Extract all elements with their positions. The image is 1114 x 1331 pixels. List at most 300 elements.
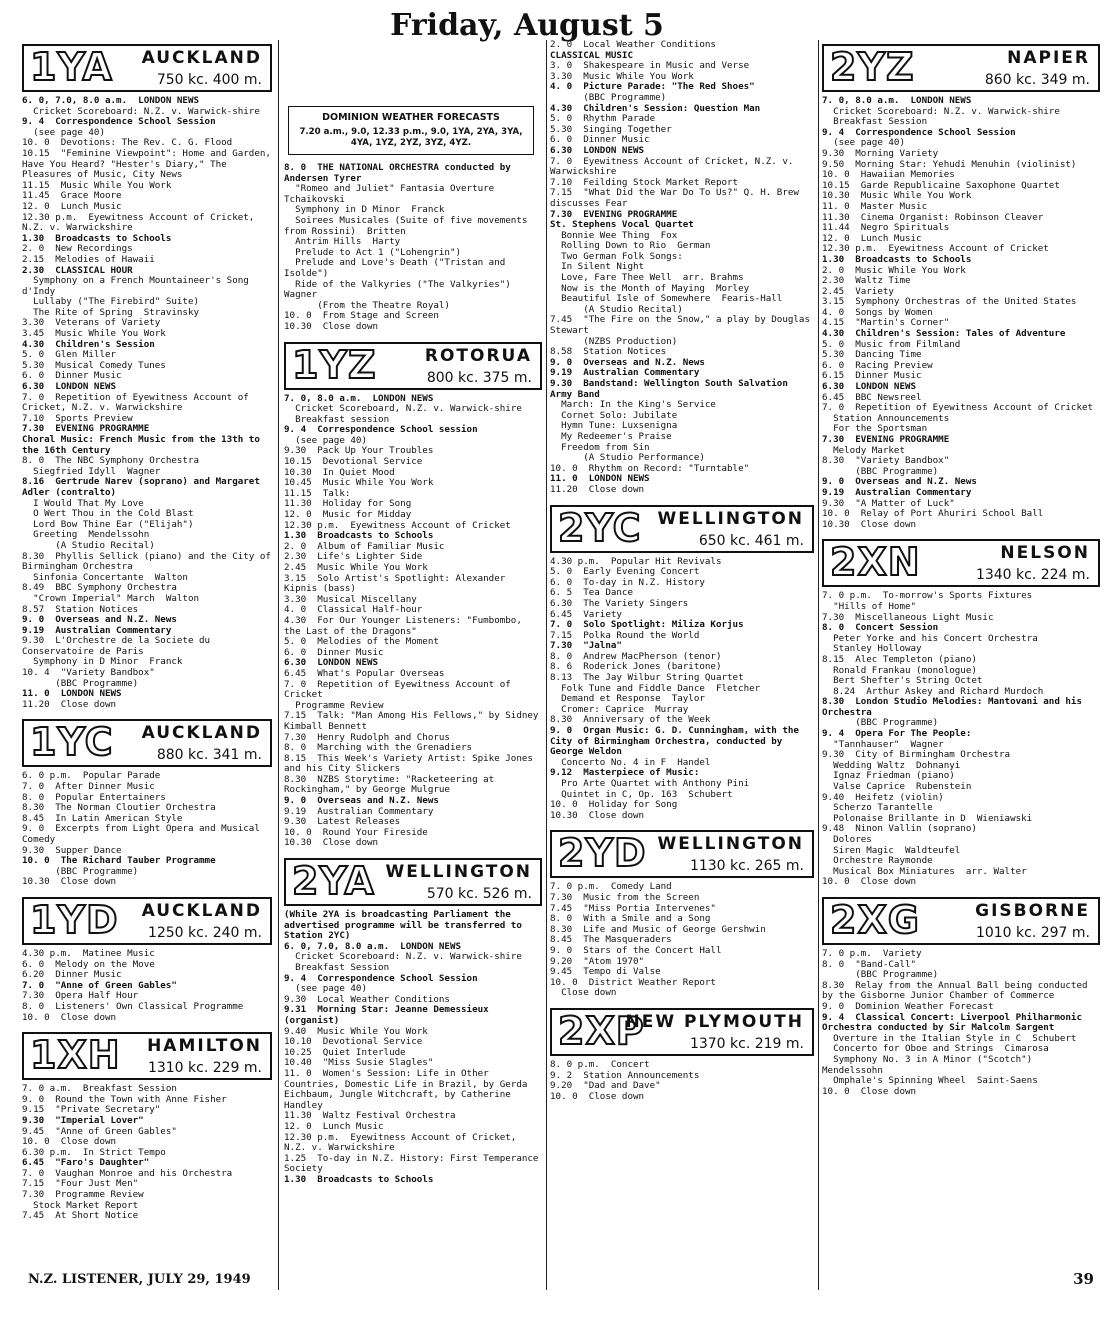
programme-line: 8. 0 The NBC Symphony Orchestra: [22, 455, 200, 467]
station-header: [22, 897, 272, 945]
programme-line: 10. 0 The Richard Tauber Programme: [22, 855, 216, 867]
programme-line: 7. 0 p.m. Variety: [822, 947, 922, 959]
programme-line: (BBC Programme): [550, 91, 667, 103]
programme-line: 8.13 The Jay Wilbur String Quartet: [550, 672, 744, 684]
programme-line: The Rite of Spring Stravinsky: [22, 306, 200, 318]
programme-line: 10. 0 Relay of Port Ahuriri School Ball: [822, 508, 1044, 520]
programme-line: 6.30 LONDON NEWS: [822, 381, 917, 393]
programme-line: 9.12 Masterpiece of Music:: [550, 767, 700, 779]
programme-line: 10.15 Devotional Service: [284, 456, 423, 468]
programme-line: 6. 0 To-day in N.Z. History: [550, 576, 705, 588]
programme-line: Stanley Holloway: [822, 643, 922, 655]
programme-line: 6. 0, 7.0, 8.0 a.m. LONDON NEWS: [22, 95, 200, 106]
programme-line: 9.19 Australian Commentary: [22, 624, 172, 636]
programme-line: March: In the King's Service: [550, 399, 716, 411]
programme-line: "Hills of Home": [822, 600, 917, 612]
page-title: Friday, August 5: [390, 8, 664, 43]
programme-line: 10.15 Garde Republicaine Saxophone Quartet: [822, 179, 1060, 191]
programme-line: Stock Market Report: [22, 1199, 139, 1211]
station-callsign: 2YA: [292, 859, 375, 904]
programme-line: 7.10 Sports Preview: [22, 412, 133, 424]
programme-line: 10.30 Close down: [22, 876, 117, 888]
station-callsign: 2XP: [558, 1008, 645, 1053]
programme-line: Symphony No. 3 in A Minor ("Scotch") Mendelssohn: [822, 1053, 1044, 1076]
programme-line: 7. 0 Repetition of Eyewitness Account of Cricket: [822, 402, 1094, 414]
programme-line: 7. 0 Vaughan Monroe and his Orchestra: [22, 1167, 233, 1179]
programme-line: 7.10 Feilding Stock Market Report: [550, 176, 739, 188]
station-city: AUCKLAND: [141, 900, 262, 921]
programme-line: 5.30 Singing Together: [550, 123, 672, 135]
programme-line: 8. 6 Roderick Jones (baritone): [550, 661, 722, 673]
programme-line: 8. 0 Andrew MacPherson (tenor): [550, 650, 722, 662]
station-frequency: 1010 kc. 297 m.: [975, 924, 1090, 941]
block-spacer: [284, 1185, 542, 1190]
programme-line: Breakfast Session: [284, 962, 390, 973]
programme-line: 11.20 Close down: [550, 483, 645, 495]
programme-line: 6.20 Dinner Music: [22, 969, 122, 981]
programme-line: 3. 0 Shakespeare in Music and Verse: [550, 60, 750, 72]
programme-line: "Tannhauser" Wagner: [822, 738, 944, 750]
programme-line: 7.30 Henry Rudolph and Chorus: [284, 731, 450, 743]
station-callsign: 2XG: [830, 897, 920, 942]
programme-line: 11.45 Grace Moore: [22, 190, 122, 202]
programme-line: 12. 0 Music for Midday: [284, 509, 412, 521]
station-frequency: 1250 kc. 240 m.: [147, 924, 262, 941]
programme-line: Prelude and Love's Death ("Tristan and Isolde"): [284, 257, 511, 279]
programme-line: 6. 0 Racing Preview: [822, 359, 933, 371]
programme-line: 9.40 Heifetz (violin): [822, 791, 944, 803]
programme-line: 2. 0 Local Weather Conditions: [550, 39, 716, 50]
programme-line: 9. 4 Correspondence School Session: [22, 116, 216, 128]
programme-line: Melody Market: [822, 444, 905, 456]
station-header: [550, 830, 814, 878]
programme-line: 10. 0 Rhythm on Record: "Turntable": [550, 462, 750, 474]
programme-line: 8.58 Station Notices: [550, 346, 667, 358]
programme-line: 10.30 Close down: [284, 320, 379, 332]
column-3: [550, 40, 814, 1290]
programme-line: Symphony on a French Mountaineer's Song d'Indy: [22, 275, 260, 297]
programme-line: Cricket Scoreboard, N.Z. v. Warwick-shire: [284, 403, 522, 415]
programme-line: 9.30 "Imperial Lover": [22, 1114, 144, 1126]
station-city: ROTORUA: [424, 345, 532, 366]
programme-line: 2. 0 New Recordings: [22, 243, 133, 255]
column-rule: [546, 40, 547, 1290]
programme-line: 7. 0 Eyewitness Account of Cricket, N.Z. v. Warwickshire: [550, 155, 799, 178]
programme-line: 9.50 Morning Star: Yehudi Menuhin (violinist): [822, 158, 1077, 170]
programme-line: 9. 4 Correspondence School Session: [822, 126, 1016, 138]
programme-line: Siegfried Idyll Wagner: [22, 465, 161, 477]
station-header: [284, 858, 542, 906]
programme-line: Breakfast Session: [822, 116, 928, 128]
programme-line: 8. 0 Concert Session: [822, 622, 939, 634]
programme-line: 8.49 BBC Symphony Orchestra: [22, 582, 177, 594]
programme-line: 1.30 Broadcasts to Schools: [22, 232, 172, 244]
programme-line: 1.30 Broadcasts to Schools: [284, 530, 434, 542]
programme-line: 4.30 For Our Younger Listeners: "Fumbombo, the Last of the Dragons": [284, 614, 528, 637]
programme-line: 10.10 Devotional Service: [284, 1036, 423, 1048]
programme-line: 5. 0 Rhythm Parade: [550, 113, 656, 125]
programme-line: Soirees Musicales (Suite of five movements from Rossini) Britten: [284, 214, 533, 237]
programme-line: 9. 0 Overseas and N.Z. News: [822, 476, 977, 488]
programme-line: 2.30 Life's Lighter Side: [284, 551, 423, 563]
programme-line: 12. 0 Lunch Music: [22, 200, 122, 212]
programme-line: 3.30 Veterans of Variety: [22, 317, 161, 329]
programme-line: Cricket Scoreboard: N.Z. v. Warwick-shire: [22, 105, 260, 117]
programme-line: 4.30 p.m. Matinee Music: [22, 947, 155, 959]
programme-line: 12.30 p.m. Eyewitness Account of Cricket, N.Z. v. Warwickshire: [284, 1131, 522, 1154]
programme-line: 7.45 "Miss Portia Intervenes": [550, 902, 716, 914]
station-header: [550, 1008, 814, 1056]
station-city: NEW PLYMOUTH: [625, 1011, 804, 1032]
programme-line: Hymn Tune: Luxsenigna: [550, 420, 678, 432]
programme-line: 9. 4 Opera For The People:: [822, 728, 972, 740]
programme-line: Close down: [550, 987, 617, 999]
programme-line: 9.30 Pack Up Your Troubles: [284, 445, 434, 457]
programme-line: Ignaz Friedman (piano): [822, 770, 955, 782]
programme-line: 8.45 The Masqueraders: [550, 934, 672, 946]
programme-line: 11.15 Music While You Work: [22, 179, 172, 191]
programme-line: 12. 0 Lunch Music: [822, 232, 922, 244]
programme-line: 9.30 Bandstand: Wellington South Salvation Army Band: [550, 378, 794, 400]
programme-line: Omphale's Spinning Wheel Saint-Saens: [822, 1075, 1038, 1087]
programme-line: CLASSICAL MUSIC: [550, 49, 633, 61]
programme-line: 8. 0 Marching with the Grenadiers: [284, 742, 473, 754]
station-city: WELLINGTON: [657, 834, 804, 855]
programme-line: 4.15 "Martin's Corner": [822, 317, 950, 329]
programme-line: 4. 0 Classical Half-hour: [284, 604, 423, 616]
programme-line: 6. 0 Melody on the Move: [22, 958, 155, 970]
programme-line: 10.30 In Quiet Mood: [284, 466, 395, 478]
programme-line: 9.19 Australian Commentary: [822, 486, 972, 498]
programme-line: Sinfonia Concertante Walton: [22, 571, 188, 583]
programme-line: 12.30 p.m. Eyewitness Account of Cricket: [822, 243, 1049, 255]
station-city: HAMILTON: [147, 1036, 262, 1057]
programme-line: 9. 0 Overseas and N.Z. News: [284, 795, 439, 807]
station-frequency: 860 kc. 349 m.: [984, 72, 1090, 88]
station-frequency: 1370 kc. 219 m.: [689, 1035, 804, 1052]
programme-line: 9.30 Latest Releases: [284, 816, 401, 828]
block-spacer: [22, 1222, 272, 1227]
programme-line: 10. 0 Close down: [822, 876, 917, 888]
programme-line: 10.30 Close down: [550, 809, 645, 821]
programme-line: Rolling Down to Rio German: [550, 240, 711, 252]
footer-publication: N.Z. LISTENER, JULY 29, 1949: [28, 1272, 251, 1287]
programme-line: (NZBS Production): [550, 335, 678, 347]
programme-line: 7. 0 a.m. Breakfast Session: [22, 1083, 177, 1095]
programme-line: Antrim Hills Harty: [284, 236, 401, 248]
programme-line: (see page 40): [284, 434, 367, 446]
programme-line: 3.15 Solo Artist's Spotlight: Alexander Kipnis (bass): [284, 572, 511, 595]
programme-line: I Would That My Love: [22, 497, 144, 509]
programme-line: 7. 0 "Anne of Green Gables": [22, 979, 177, 991]
programme-line: 8.30 Anniversary of the Week: [550, 714, 711, 726]
programme-line: Orchestre Raymonde: [822, 855, 933, 867]
programme-line: 2. 0 Music While You Work: [822, 264, 966, 276]
station-city: AUCKLAND: [141, 723, 262, 744]
programme-line: 10.30 Close down: [284, 837, 379, 849]
programme-line: 6. 0 Dinner Music: [22, 370, 122, 382]
programme-line: Now is the Month of Maying Morley: [550, 282, 750, 294]
programme-line: Peter Yorke and his Concert Orchestra: [822, 632, 1038, 644]
programme-line: 9.31 Morning Star: Jeanne Demessieux (organist): [284, 1004, 495, 1026]
column-rule: [818, 40, 819, 1290]
programme-line: 8. 0 "Band-Call": [822, 958, 917, 970]
programme-line: 12.30 p.m. Eyewitness Account of Cricket: [284, 519, 511, 531]
station-header: [822, 44, 1100, 92]
programme-line: (A Studio Recital): [22, 539, 155, 551]
programme-line: Cornet Solo: Jubilate: [550, 409, 678, 421]
programme-line: (A Studio Recital): [550, 303, 683, 315]
station-frequency: 800 kc. 375 m.: [426, 369, 532, 386]
programme-line: Quintet in C, Op. 163 Schubert: [550, 788, 733, 800]
programme-line: 9.48 Ninon Vallin (soprano): [822, 823, 977, 835]
weather-forecast-box: [288, 106, 534, 155]
programme-line: (BBC Programme): [822, 969, 939, 981]
programme-line: 7.30 Music from the Screen: [550, 891, 700, 903]
programme-line: 3.30 Musical Miscellany: [284, 593, 417, 605]
programme-line: 12.30 p.m. Eyewitness Account of Cricket, N.Z. v. Warwickshire: [22, 211, 260, 234]
programme-line: 6.30 LONDON NEWS: [284, 657, 379, 669]
programme-line: 7.30 Opera Half Hour: [22, 990, 139, 1002]
programme-line: 6.45 Variety: [550, 608, 622, 620]
programme-line: 11.30 Holiday for Song: [284, 498, 412, 510]
station-callsign: 2YC: [558, 505, 642, 550]
programme-line: 3.30 Music While You Work: [550, 70, 694, 82]
station-callsign: 1YA: [30, 45, 113, 89]
programme-line: 7. 0, 8.0 a.m. LONDON NEWS: [822, 95, 972, 106]
programme-line: 7.15 "What Did the War Do To Us?" Q. H. Brew discusses Fear: [550, 187, 805, 209]
programme-line: (see page 40): [22, 126, 105, 138]
programme-line: 7. 0 p.m. Comedy Land: [550, 881, 672, 893]
programme-line: St. Stephens Vocal Quartet: [550, 219, 694, 231]
programme-line: 11. 0 LONDON NEWS: [22, 688, 122, 700]
station-frequency: 1310 kc. 229 m.: [147, 1060, 262, 1077]
programme-line: 8.30 Life and Music of George Gershwin: [550, 923, 766, 935]
programme-line: 10.40 "Miss Susie Slagles": [284, 1057, 434, 1069]
programme-line: 10. 0 Close down: [550, 1090, 645, 1102]
programme-line: 11.44 Negro Spirituals: [822, 222, 950, 234]
station-city: NAPIER: [1007, 48, 1090, 68]
programme-line: 2.15 Melodies of Hawaii: [22, 253, 155, 265]
station-header: [550, 505, 814, 553]
block-spacer: [22, 1023, 272, 1028]
station-city: WELLINGTON: [385, 862, 532, 883]
block-spacer: [22, 888, 272, 893]
programme-line: 6. 0 Dinner Music: [550, 134, 650, 146]
programme-line: 11. 0 Women's Session: Life in Other Countries, Domestic Life in Brazil, by Gerda Eichbaum, Jungle Witchcraft, by Catherine Handley: [284, 1067, 533, 1111]
programme-line: 6.45 What's Popular Overseas: [284, 667, 445, 679]
programme-line: 4. 0 Songs by Women: [822, 306, 933, 318]
programme-line: 8. 0 With a Smile and a Song: [550, 913, 711, 925]
programme-line: Programme Review: [284, 699, 384, 711]
programme-line: "Crown Imperial" March Walton: [22, 592, 200, 604]
programme-line: 7.30 EVENING PROGRAMME: [822, 434, 950, 445]
programme-line: 2.30 CLASSICAL HOUR: [22, 264, 133, 276]
programme-line: My Redeemer's Praise: [550, 430, 672, 442]
programme-line: 9.15 "Private Secretary": [22, 1104, 161, 1116]
programme-line: 9. 0 Organ Music: G. D. Cunningham, with the City of Birmingham Orchestra, conducted by George Weldon: [550, 725, 805, 758]
programme-line: 10.15 "Feminine Viewpoint": Home and Garden, Have You Heard? "Hester's Diary," The Pleasures of Music, City News: [22, 147, 277, 181]
programme-line: Wedding Waltz Dohnanyi: [822, 759, 961, 771]
block-spacer: [822, 1097, 1100, 1102]
programme-line: 5. 0 Music from Filmland: [822, 338, 961, 350]
programme-line: Ride of the Valkyries ("The Valkyries") Wagner: [284, 278, 522, 301]
station-header: [284, 342, 542, 390]
programme-line: 9.30 "A Matter of Luck": [822, 497, 955, 509]
programme-line: Two German Folk Songs:: [550, 250, 683, 262]
programme-line: 9.19 Australian Commentary: [550, 367, 700, 379]
programme-line: 6. 0, 7.0, 8.0 a.m. LONDON NEWS: [284, 940, 462, 952]
programme-line: Prelude to Act 1 ("Lohengrin"): [284, 246, 462, 258]
programme-line: 7.30 Programme Review: [22, 1189, 144, 1201]
programme-line: 8.30 "Variety Bandbox": [822, 455, 950, 467]
programme-line: 6. 5 Tea Dance: [550, 587, 633, 599]
programme-line: 8. 0 THE NATIONAL ORCHESTRA conducted by Andersen Tyrer: [284, 162, 517, 184]
programme-line: 8.15 Alec Templeton (piano): [822, 653, 977, 665]
programme-line: Pro Arte Quartet with Anthony Pini: [550, 778, 750, 789]
programme-line: 4. 0 Picture Parade: "The Red Shoes": [550, 81, 755, 93]
programme-line: 10. 0 Hawaiian Memories: [822, 169, 955, 181]
programme-line: 4.30 Children's Session: Tales of Adventure: [822, 328, 1066, 340]
programme-line: For the Sportsman: [822, 423, 928, 435]
programme-line: 8.16 Gertrude Narev (soprano) and Margaret Adler (contralto): [22, 476, 266, 498]
station-header: [22, 719, 272, 767]
programme-line: 7.30 Miscellaneous Light Music: [822, 611, 994, 623]
block-spacer: [284, 849, 542, 854]
programme-line: Greeting Mendelssohn: [22, 529, 150, 541]
programme-line: 6.15 Dinner Music: [822, 370, 922, 382]
programme-line: (BBC Programme): [822, 465, 939, 477]
programme-line: 10. 4 "Variety Bandbox": [22, 667, 155, 679]
block-spacer: [550, 821, 814, 826]
programme-line: Polonaise Brillante in D Wieniawski: [822, 812, 1033, 824]
programme-line: 10. 0 District Weather Report: [550, 976, 716, 988]
programme-line: Choral Music: French Music from the 13th to the 16th Century: [22, 434, 266, 456]
programme-line: 9.20 "Atom 1970": [550, 955, 645, 967]
programme-line: 4.30 p.m. Popular Hit Revivals: [550, 555, 722, 567]
programme-line: 8.24 Arthur Askey and Richard Murdoch: [822, 685, 1044, 697]
programme-line: 10.30 Music While You Work: [822, 190, 972, 202]
programme-line: Musical Box Miniatures arr. Walter: [822, 865, 1027, 877]
programme-line: (BBC Programme): [22, 677, 139, 689]
programme-line: Station Announcements: [822, 412, 950, 424]
block-spacer: [284, 333, 542, 338]
programme-line: 7.15 "Four Just Men": [22, 1178, 139, 1190]
programme-line: 3.45 Music While You Work: [22, 328, 166, 340]
station-frequency: 750 kc. 400 m.: [156, 72, 262, 88]
station-callsign: 1YZ: [292, 342, 377, 387]
programme-line: 7.30 "Jalna": [550, 640, 622, 652]
programme-line: 10. 0 Close down: [22, 1011, 117, 1023]
programme-line: 8.15 This Week's Variety Artist: Spike Jones and his City Slickers: [284, 752, 539, 775]
programme-line: Lullaby ("The Firebird" Suite): [22, 296, 200, 308]
programme-line: (BBC Programme): [822, 717, 939, 729]
programme-line: 7.15 Polka Round the World: [550, 629, 700, 641]
station-frequency: 1340 kc. 224 m.: [975, 567, 1090, 584]
programme-line: (see page 40): [822, 137, 905, 149]
programme-line: Beautiful Isle of Somewhere Fearis-Hall: [550, 293, 783, 305]
programme-line: 9. 4 Classical Concert: Liverpool Philharmonic Orchestra conducted by Sir Malcolm Sargent: [822, 1011, 1088, 1034]
programme-line: (A Studio Performance): [550, 452, 705, 464]
programme-line: 7. 0 Repetition of Eyewitness Account of Cricket, N.Z. v. Warwickshire: [22, 391, 255, 414]
programme-line: 5. 0 Early Evening Concert: [550, 566, 700, 578]
programme-line: Breakfast session: [284, 413, 390, 425]
programme-line: 9. 4 Correspondence School session: [284, 424, 478, 436]
forecast-times: 7.20 a.m., 9.0, 12.33 p.m., 9.0, 1YA, 2YA, 3YA, 4YA, 1YZ, 2YZ, 3YZ, 4YZ.: [299, 127, 523, 148]
programme-line: 1.30 Broadcasts to Schools: [284, 1173, 434, 1185]
programme-line: 7. 0 After Dinner Music: [22, 781, 155, 793]
forecast-heading: DOMINION WEATHER FORECASTS: [322, 112, 500, 123]
footer-page-number: 39: [1073, 1270, 1094, 1288]
programme-line: (While 2YA is broadcasting Parliament the advertised programme will be transferred to Station 2YC): [284, 909, 528, 942]
programme-line: 10.25 Quiet Interlude: [284, 1046, 406, 1058]
programme-line: 9. 0 Stars of the Concert Hall: [550, 944, 722, 956]
programme-line: 9. 0 Excerpts from Light Opera and Musical Comedy: [22, 823, 266, 845]
programme-line: 4.30 Children's Session: [22, 338, 155, 350]
programme-line: 9.30 Morning Variety: [822, 147, 939, 159]
programme-line: 7.45 "The Fire on the Snow," a play by Douglas Stewart: [550, 314, 816, 337]
programme-line: 6. 0 Dinner Music: [284, 646, 384, 658]
programme-line: 8.30 NZBS Storytime: "Racketeering at Rockingham," by George Mulgrue: [284, 773, 500, 796]
programme-line: 8. 0 p.m. Concert: [550, 1058, 650, 1070]
programme-line: 10. 0 Devotions: The Rev. C. G. Flood: [22, 137, 233, 149]
programme-line: 9. 0 Round the Town with Anne Fisher: [22, 1093, 227, 1105]
programme-line: Bert Shefter's String Octet: [822, 675, 983, 687]
programme-line: 9.20 "Dad and Dave": [550, 1080, 661, 1092]
block-spacer: [550, 1102, 814, 1107]
programme-line: 5.30 Musical Comedy Tunes: [22, 359, 166, 371]
station-frequency: 650 kc. 461 m.: [698, 532, 804, 549]
programme-line: (From the Theatre Royal): [284, 299, 450, 311]
block-spacer: [550, 999, 814, 1004]
station-callsign: 2YZ: [830, 45, 915, 89]
programme-line: 2.45 Music While You Work: [284, 562, 428, 573]
block-spacer: [550, 496, 814, 501]
programme-line: 9.30 L'Orchestre de la Societe du Conservatoire de Paris: [22, 635, 216, 657]
programme-line: 10. 0 Close down: [22, 1136, 117, 1148]
programme-line: Cricket Scoreboard: N.Z. v. Warwick-shire: [822, 105, 1060, 117]
programme-line: 12. 0 Lunch Music: [284, 1120, 384, 1132]
block-spacer: [22, 710, 272, 715]
station-callsign: 2XN: [830, 540, 921, 585]
station-callsign: 1YC: [30, 720, 114, 765]
programme-line: Dolores: [822, 834, 872, 845]
programme-line: 11. 0 Master Music: [822, 200, 928, 212]
column-rule: [278, 40, 279, 1290]
block-spacer: [822, 888, 1100, 893]
station-city: GISBORNE: [975, 900, 1090, 921]
programme-line: 2. 0 Album of Familiar Music: [284, 540, 445, 552]
programme-line: 6.30 LONDON NEWS: [22, 381, 117, 393]
programme-page: [22, 40, 1100, 1300]
station-city: WELLINGTON: [657, 508, 804, 529]
programme-line: 6.30 p.m. In Strict Tempo: [22, 1146, 166, 1158]
programme-line: Scherzo Tarantelle: [822, 802, 933, 814]
programme-line: 9. 0 Overseas and N.Z. News: [22, 614, 177, 626]
programme-line: 6.45 "Faro's Daughter": [22, 1157, 150, 1169]
programme-line: 6.30 LONDON NEWS: [550, 144, 645, 156]
programme-line: (see page 40): [284, 983, 367, 995]
programme-line: 10. 0 Round Your Fireside: [284, 826, 428, 838]
programme-line: 1.25 To-day in N.Z. History: First Temperance Society: [284, 1152, 544, 1175]
programme-line: Symphony in D Minor Franck: [284, 204, 445, 216]
programme-line: 11.20 Close down: [22, 698, 117, 710]
station-header: [22, 44, 272, 92]
station-frequency: 1130 kc. 265 m.: [689, 858, 804, 875]
programme-line: 8. 0 Listeners' Own Classical Programme: [22, 1000, 244, 1012]
programme-line: Siren Magic Waldteufel: [822, 844, 961, 856]
programme-line: Symphony in D Minor Franck: [22, 656, 183, 668]
